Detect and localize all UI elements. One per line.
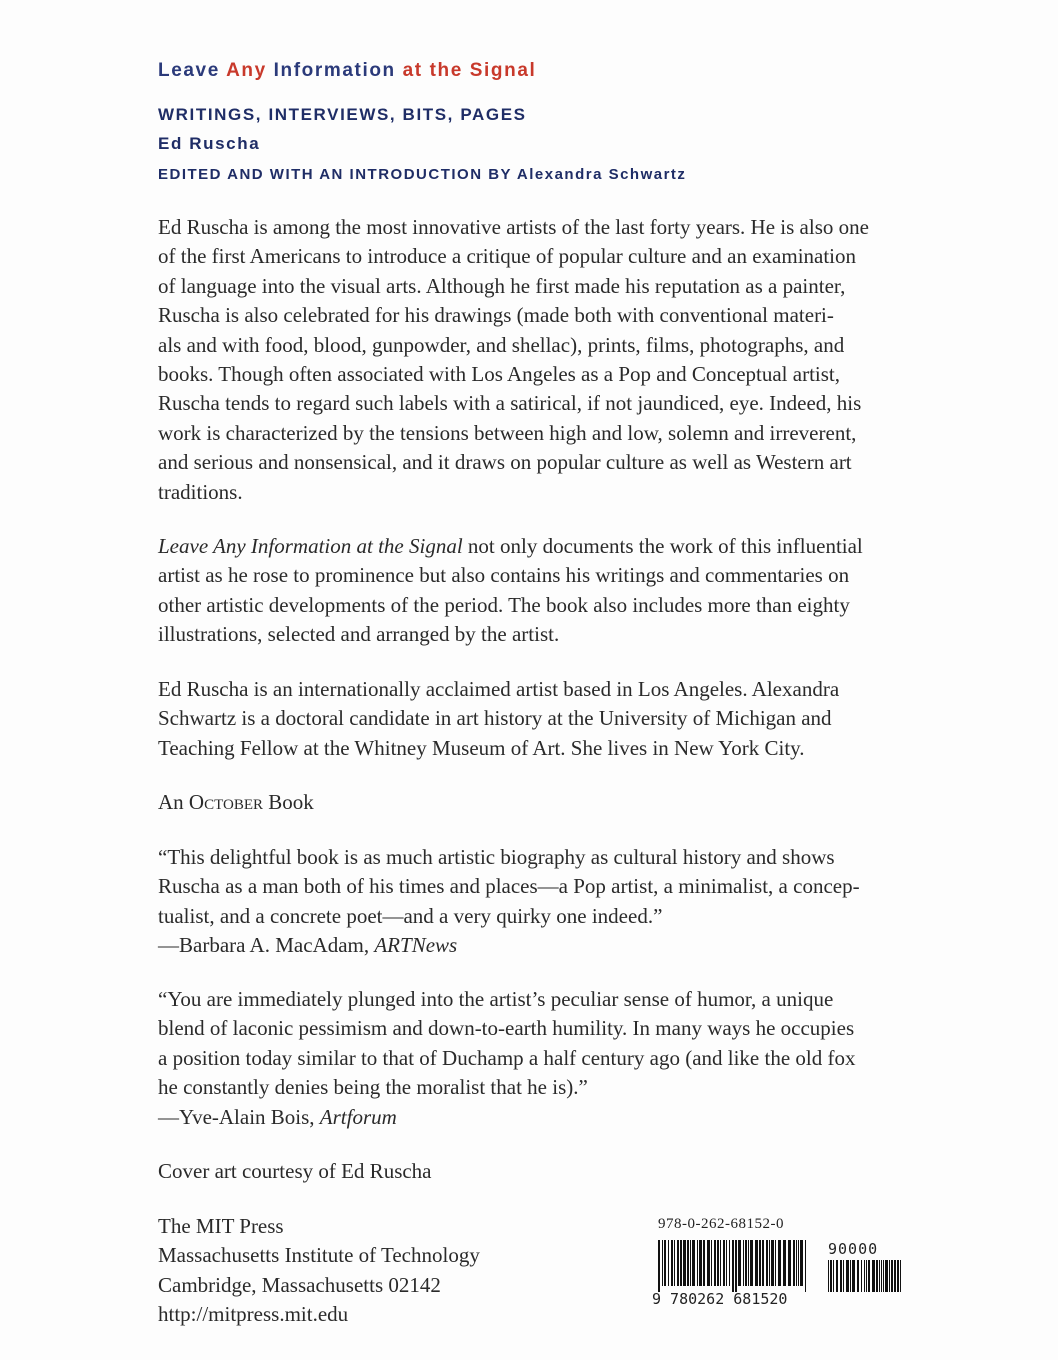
quote-line: tualist, and a concrete poet—and a very quirky one indeed.” [158,903,663,928]
blurb-line: Ed Ruscha is among the most innovative artists of the last forty years. He is also one [158,215,869,239]
title-part-5: Signal [462,60,537,81]
barcode-bar [783,1240,786,1286]
barcode-addon-bar [879,1260,880,1292]
barcode-bar [738,1240,741,1286]
barcode-addon-bar [894,1260,896,1292]
quote-attribution: —Yve-Alain Bois, [158,1104,320,1129]
bio-line: Schwartz is a doctoral candidate in art history at the University of Michigan and [158,706,832,731]
barcode-addon-bar [852,1260,855,1292]
barcode-bar [690,1240,691,1286]
barcode-bar [697,1240,698,1286]
book-title [158,60,536,82]
quote-line: “This delightful book is as much artistic biography as cultural history and shows [158,845,835,869]
barcode-bar [726,1240,727,1286]
barcode-bar [707,1240,710,1286]
barcode-bar [668,1240,669,1286]
publisher-city: Cambridge, Massachusetts 02142 [158,1272,441,1297]
isbn-barcode [652,1216,912,1306]
barcode-bar [769,1240,770,1286]
isbn-number: 978-0-262-68152-0 [658,1216,784,1232]
barcode-bar [743,1240,744,1286]
contents-line: other artistic developments of the period. The book also includes more than eighty [158,592,850,617]
barcode-bar [759,1240,761,1286]
barcode-bar [798,1240,799,1286]
barcode-bar [658,1240,660,1292]
title-part-3: Information [266,60,403,81]
quote-line: blend of laconic pessimism and down-to-earth humility. In many ways he occupies [158,1016,855,1041]
contents-line: illustrations, selected and arranged by the artist. [158,622,560,647]
barcode-addon-bar [830,1260,832,1292]
blurb-line: work is characterized by the tensions between high and low, solemn and irreverent, [158,420,857,445]
barcode-bar [762,1240,764,1286]
quote-line: a position today similar to that of Duchamp a half century ago (and like the old fox [158,1045,856,1070]
barcode-addon-bar [881,1260,882,1292]
barcode-bar [771,1240,774,1286]
series-suffix: Book [263,790,314,814]
barcode-bar [699,1240,702,1286]
bio-line: Ed Ruscha is an internationally acclaimed artist based in Los Angeles. Alexandra [158,677,840,701]
barcode-bar [745,1240,747,1286]
blurb-paragraph [158,213,918,507]
barcode-bar [729,1240,730,1286]
barcode-bar [720,1240,721,1286]
blurb-line: books. Though often associated with Los Angeles as a Pop and Conceptual artist, [158,362,840,387]
barcode-bar [732,1240,734,1292]
publisher-institution: Massachusetts Institute of Technology [158,1243,480,1268]
barcode-addon-bar [836,1260,838,1292]
barcode-bar [793,1240,795,1286]
bio-line: Teaching Fellow at the Whitney Museum of Art. She lives in New York City. [158,735,805,760]
barcode-addon-bar [850,1260,851,1292]
blurb-line: Ruscha is also celebrated for his drawings (made both with conventional materi- [158,303,834,328]
barcode-addon-bar [864,1260,865,1292]
barcode-addon-bar [889,1260,890,1292]
barcode-bar [674,1240,675,1286]
quote-attribution: —Barbara A. MacAdam, [158,933,375,958]
review-quote-2 [158,985,918,1132]
barcode-bar [750,1240,753,1286]
barcode-addon-bar [840,1260,842,1292]
barcode-bar [680,1240,682,1286]
bio-paragraph [158,675,918,763]
barcode-bar [723,1240,725,1286]
title-part-2: Any [226,60,267,81]
barcode-bar [677,1240,679,1286]
quote-line: Ruscha as a man both of his times and places—a Pop artist, a minimalist, a concep- [158,874,860,899]
blurb-line: Ruscha tends to regard such labels with a satirical, if not jaundiced, eye. Indeed, his [158,391,862,416]
barcode-bar [664,1240,666,1286]
contents-line: artist as he rose to prominence but also contains his writings and commentaries on [158,563,850,588]
blurb-line: and serious and nonsensical, and it draws on popular culture as well as Western art [158,450,852,475]
publisher-block [158,1212,618,1330]
review-quote-1 [158,843,918,961]
title-part-1: Leave [158,60,227,81]
barcode-addon-bar [883,1260,884,1292]
cover-credit: Cover art courtesy of Ed Ruscha [158,1159,432,1183]
series-prefix: An [158,790,189,814]
series-line [158,788,918,817]
barcode-addon-bar [868,1260,870,1292]
barcode-bar [687,1240,689,1286]
barcode-addon-bar [897,1260,899,1292]
author-name: Ed Ruscha [158,134,261,153]
editor-credit: EDITED AND WITH AN INTRODUCTION BY Alexandra Schwartz [158,166,687,183]
barcode-bar [796,1240,797,1286]
barcode-addon-bar [872,1260,875,1292]
contents-paragraph [158,532,918,650]
barcode-bar [766,1240,768,1286]
barcode-addon-bar [876,1260,878,1292]
barcode-bar [703,1240,705,1286]
title-part-4: at the [402,60,463,81]
barcode-addon-bar [846,1260,849,1292]
barcode-bar [671,1240,673,1286]
barcode-bar [775,1240,776,1286]
quote-line: he constantly denies being the moralist that he is).” [158,1075,588,1100]
barcode-addon-digits: 90000 [828,1240,879,1258]
blurb-line: of the first Americans to introduce a critique of popular culture and an examination [158,244,857,269]
barcode-addon-bar [843,1260,844,1292]
barcode-bar [788,1240,791,1286]
italic-book-title: Leave Any Information at the Signal [158,534,463,558]
barcode-bar [748,1240,749,1286]
barcode-addon-bar [885,1260,888,1292]
blurb-line: of language into the visual arts. Although he first made his reputation as a painter, [158,273,846,298]
barcode-bar [805,1240,806,1292]
barcode-addon-bar [861,1260,862,1292]
blurb-line: als and with food, blood, gunpowder, and shellac), prints, films, photographs, and [158,332,845,357]
barcode-addon-bar [857,1260,859,1292]
barcode-bar [683,1240,686,1286]
contents-line: not only documents the work of this influential [462,534,863,558]
barcode-bar [800,1240,803,1286]
barcode-bar [692,1240,695,1286]
blurb-line: traditions. [158,479,243,504]
subtitle: WRITINGS, INTERVIEWS, BITS, PAGES [158,105,527,124]
quote-source: ARTNews [374,933,458,958]
publisher-url[interactable]: http://mitpress.mit.edu [158,1302,349,1327]
barcode-bar [717,1240,719,1286]
barcode-addon-bar [891,1260,893,1292]
barcode-bar [778,1240,781,1286]
barcode-addon-bar [900,1260,901,1292]
barcode-addon-bar [866,1260,867,1292]
barcode-bar [711,1240,712,1286]
barcode-bar [755,1240,758,1286]
barcode-bar [735,1240,737,1292]
barcode-addon-bar [833,1260,834,1292]
barcode-bar [662,1240,663,1286]
publisher-name: The MIT Press [158,1214,284,1238]
series-name: October [188,790,263,814]
barcode-addon-bar [828,1260,829,1292]
barcode-bar [714,1240,716,1286]
quote-source: Artforum [319,1104,397,1129]
quote-line: “You are immediately plunged into the artist’s peculiar sense of humor, a unique [158,987,834,1011]
barcode-digits: 9 780262 681520 [652,1290,788,1308]
